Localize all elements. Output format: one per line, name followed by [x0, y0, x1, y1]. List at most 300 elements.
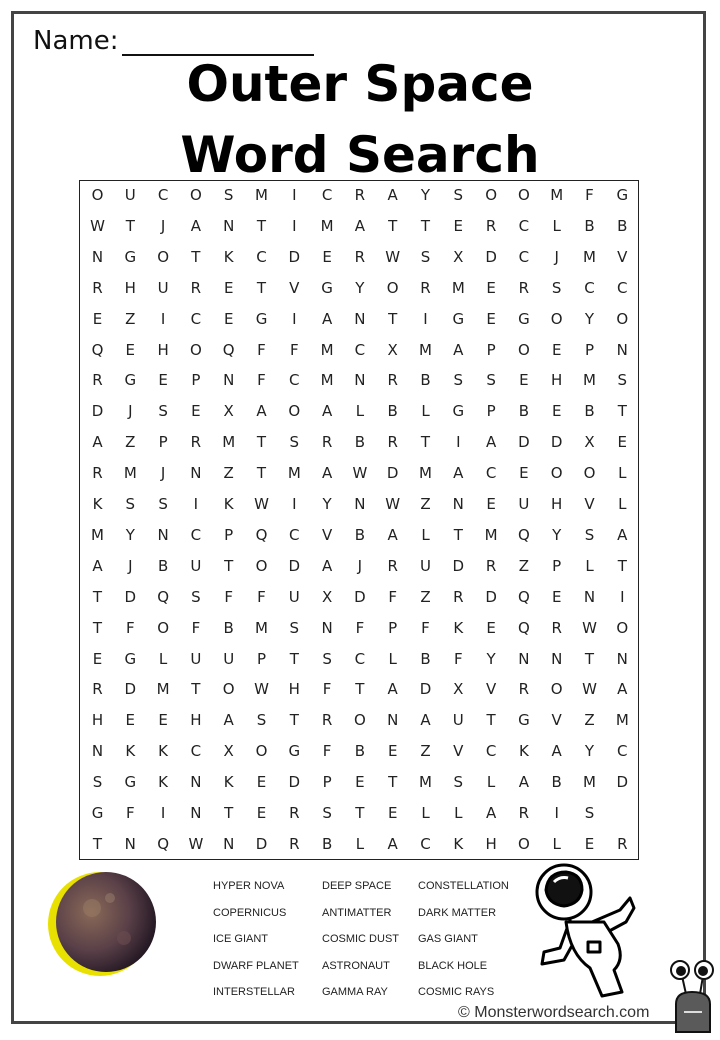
grid-letter[interactable]: A	[420, 711, 431, 730]
grid-letter[interactable]: R	[190, 433, 202, 452]
grid-letter[interactable]: Z	[518, 556, 530, 575]
grid-letter[interactable]: S	[322, 649, 332, 668]
grid-letter[interactable]: M	[419, 464, 432, 483]
grid-letter[interactable]: P	[322, 773, 332, 792]
grid-letter[interactable]: Z	[420, 742, 431, 761]
grid-letter[interactable]: N	[354, 309, 366, 328]
grid-letter[interactable]: W	[254, 680, 269, 699]
grid-letter[interactable]: E	[617, 433, 628, 452]
grid-letter[interactable]: L	[421, 525, 430, 544]
grid-letter[interactable]: T	[355, 804, 365, 822]
grid-letter[interactable]: L	[355, 402, 365, 421]
grid-letter[interactable]: N	[518, 649, 530, 668]
grid-letter[interactable]: S	[256, 711, 267, 730]
grid-letter[interactable]: S	[223, 186, 234, 204]
grid-letter[interactable]: N	[616, 649, 628, 668]
grid-letter[interactable]: T	[486, 711, 496, 730]
grid-letter[interactable]: M	[583, 371, 596, 390]
grid-letter[interactable]: A	[190, 216, 202, 235]
grid-letter[interactable]: I	[292, 216, 297, 235]
grid-letter[interactable]: A	[453, 464, 464, 483]
grid-letter[interactable]: T	[191, 247, 201, 266]
grid-letter[interactable]: G	[616, 186, 629, 204]
grid-letter[interactable]: B	[354, 433, 366, 452]
grid-letter[interactable]: G	[518, 711, 530, 730]
grid-letter[interactable]: C	[190, 309, 202, 328]
grid-letter[interactable]: K	[453, 834, 464, 853]
grid-letter[interactable]: R	[387, 371, 398, 390]
grid-letter[interactable]: T	[584, 649, 595, 668]
grid-letter[interactable]: K	[125, 742, 136, 761]
grid-letter[interactable]: T	[289, 711, 299, 730]
grid-letter[interactable]: P	[388, 618, 398, 637]
grid-letter[interactable]: P	[158, 433, 168, 452]
grid-letter[interactable]: Y	[584, 742, 595, 761]
grid-letter[interactable]: M	[419, 773, 432, 792]
grid-letter[interactable]: N	[321, 618, 333, 637]
grid-letter[interactable]: L	[421, 402, 430, 421]
grid-letter[interactable]: A	[617, 680, 628, 699]
grid-letter[interactable]: A	[518, 773, 530, 792]
grid-letter[interactable]: T	[256, 216, 267, 235]
grid-letter[interactable]: L	[552, 834, 561, 853]
grid-letter[interactable]: G	[91, 804, 104, 822]
grid-letter[interactable]: L	[158, 649, 168, 668]
grid-letter[interactable]: D	[124, 680, 137, 699]
grid-letter[interactable]: T	[453, 525, 463, 544]
grid-letter[interactable]: X	[453, 680, 464, 699]
grid-letter[interactable]: F	[388, 587, 397, 606]
grid-letter[interactable]: S	[617, 371, 628, 390]
grid-letter[interactable]: B	[584, 216, 595, 235]
grid-letter[interactable]: A	[92, 556, 103, 575]
grid-letter[interactable]: R	[92, 371, 103, 390]
grid-letter[interactable]: U	[452, 711, 464, 730]
grid-letter[interactable]: I	[554, 804, 559, 822]
grid-letter[interactable]: A	[617, 525, 628, 544]
grid-letter[interactable]: S	[92, 773, 103, 792]
grid-letter[interactable]: X	[453, 247, 464, 266]
grid-letter[interactable]: B	[387, 402, 398, 421]
grid-letter[interactable]: E	[223, 309, 234, 328]
grid-letter[interactable]: F	[355, 618, 365, 637]
grid-letter[interactable]: T	[256, 433, 267, 452]
grid-letter[interactable]: B	[157, 556, 169, 575]
grid-letter[interactable]: W	[254, 495, 269, 513]
grid-letter[interactable]: E	[453, 216, 464, 235]
grid-letter[interactable]: P	[552, 556, 562, 575]
grid-letter[interactable]: J	[160, 464, 166, 483]
grid-letter[interactable]: F	[453, 649, 463, 668]
grid-letter[interactable]: U	[288, 587, 300, 606]
grid-letter[interactable]: W	[188, 834, 204, 853]
grid-letter[interactable]: G	[452, 402, 465, 421]
grid-letter[interactable]: P	[486, 402, 496, 421]
grid-letter[interactable]: M	[255, 186, 268, 204]
grid-letter[interactable]: A	[321, 402, 333, 421]
grid-letter[interactable]: U	[518, 495, 530, 513]
grid-letter[interactable]: R	[485, 216, 497, 235]
grid-letter[interactable]: O	[353, 711, 366, 730]
grid-letter[interactable]: E	[158, 711, 168, 730]
grid-letter[interactable]: A	[256, 402, 267, 421]
grid-letter[interactable]: Y	[584, 309, 595, 328]
grid-letter[interactable]: O	[157, 247, 169, 266]
grid-letter[interactable]: P	[486, 340, 496, 359]
grid-letter[interactable]: F	[125, 804, 135, 822]
grid-letter[interactable]: R	[551, 618, 562, 637]
grid-letter[interactable]: O	[189, 340, 202, 359]
grid-letter[interactable]: C	[157, 186, 169, 204]
grid-letter[interactable]: C	[256, 247, 267, 266]
grid-letter[interactable]: E	[256, 804, 267, 822]
grid-letter[interactable]: O	[550, 680, 563, 699]
grid-letter[interactable]: J	[554, 247, 559, 266]
grid-letter[interactable]: W	[385, 247, 401, 266]
grid-letter[interactable]: S	[453, 371, 464, 390]
grid-letter[interactable]: G	[255, 309, 268, 328]
grid-letter[interactable]: V	[551, 711, 562, 730]
grid-letter[interactable]: M	[320, 216, 334, 235]
grid-letter[interactable]: S	[584, 525, 595, 544]
grid-letter[interactable]: G	[124, 649, 137, 668]
grid-letter[interactable]: H	[288, 680, 300, 699]
grid-letter[interactable]: C	[289, 525, 300, 544]
grid-letter[interactable]: R	[92, 680, 103, 699]
grid-letter[interactable]: J	[160, 216, 166, 235]
grid-letter[interactable]: W	[385, 495, 401, 513]
grid-letter[interactable]: R	[92, 278, 103, 297]
grid-letter[interactable]: E	[519, 371, 529, 390]
grid-letter[interactable]: R	[190, 278, 202, 297]
grid-letter[interactable]: A	[321, 464, 333, 483]
grid-letter[interactable]: U	[124, 186, 136, 204]
grid-letter[interactable]: K	[453, 618, 464, 637]
grid-letter[interactable]: D	[616, 773, 629, 792]
grid-letter[interactable]: X	[387, 340, 398, 359]
grid-letter[interactable]: R	[387, 433, 398, 452]
grid-letter[interactable]: S	[420, 247, 431, 266]
grid-letter[interactable]: O	[485, 186, 497, 204]
grid-letter[interactable]: C	[518, 247, 530, 266]
grid-letter[interactable]: E	[355, 773, 365, 792]
grid-letter[interactable]: C	[420, 834, 431, 853]
grid-letter[interactable]: R	[387, 556, 398, 575]
grid-letter[interactable]: I	[160, 309, 166, 328]
grid-letter[interactable]: N	[190, 773, 202, 792]
grid-letter[interactable]: Z	[420, 587, 431, 606]
grid-letter[interactable]: R	[289, 834, 300, 853]
grid-letter[interactable]: S	[322, 804, 332, 822]
grid-letter[interactable]: L	[486, 773, 496, 792]
grid-letter[interactable]: S	[453, 773, 464, 792]
grid-letter[interactable]: X	[223, 742, 234, 761]
grid-letter[interactable]: J	[128, 556, 133, 575]
grid-letter[interactable]: Q	[255, 525, 268, 544]
grid-letter[interactable]: M	[484, 525, 498, 544]
grid-letter[interactable]: K	[518, 742, 529, 761]
grid-letter[interactable]: L	[618, 495, 627, 513]
grid-letter[interactable]: Y	[486, 649, 496, 668]
grid-letter[interactable]: U	[157, 278, 169, 297]
grid-letter[interactable]: N	[583, 587, 596, 606]
grid-letter[interactable]: M	[320, 340, 334, 359]
grid-letter[interactable]: X	[223, 402, 234, 421]
grid-letter[interactable]: B	[223, 618, 234, 637]
grid-letter[interactable]: A	[387, 525, 398, 544]
name-blank-line[interactable]	[122, 30, 314, 56]
grid-letter[interactable]: P	[191, 371, 201, 390]
grid-letter[interactable]: Q	[222, 340, 235, 359]
grid-letter[interactable]: S	[289, 433, 300, 452]
grid-letter[interactable]: F	[421, 618, 430, 637]
grid-letter[interactable]: K	[223, 247, 234, 266]
grid-letter[interactable]: K	[158, 742, 169, 761]
grid-letter[interactable]: B	[584, 402, 595, 421]
grid-letter[interactable]: L	[454, 804, 463, 822]
grid-letter[interactable]: Y	[552, 525, 562, 544]
grid-letter[interactable]: E	[486, 495, 496, 513]
grid-letter[interactable]: M	[583, 773, 596, 792]
grid-letter[interactable]: A	[551, 742, 562, 761]
grid-letter[interactable]: A	[321, 556, 333, 575]
grid-letter[interactable]: A	[387, 680, 398, 699]
grid-letter[interactable]: E	[551, 340, 562, 359]
grid-letter[interactable]: E	[223, 278, 234, 297]
grid-letter[interactable]: C	[321, 186, 333, 204]
grid-letter[interactable]: O	[616, 618, 629, 637]
grid-letter[interactable]: D	[452, 556, 465, 575]
grid-letter[interactable]: C	[485, 742, 497, 761]
grid-letter[interactable]: C	[190, 742, 202, 761]
grid-letter[interactable]: M	[156, 680, 170, 699]
grid-letter[interactable]: N	[157, 525, 169, 544]
grid-letter[interactable]: T	[125, 216, 135, 235]
grid-letter[interactable]: M	[287, 464, 301, 483]
grid-letter[interactable]: Q	[517, 525, 530, 544]
grid-letter[interactable]: T	[92, 618, 103, 637]
grid-letter[interactable]: N	[190, 804, 202, 822]
grid-letter[interactable]: V	[289, 278, 300, 297]
grid-letter[interactable]: I	[160, 804, 166, 822]
grid-letter[interactable]: F	[322, 742, 332, 761]
grid-letter[interactable]: A	[485, 433, 497, 452]
grid-letter[interactable]: E	[551, 402, 562, 421]
grid-letter[interactable]: H	[124, 278, 136, 297]
grid-letter[interactable]: V	[485, 680, 497, 699]
grid-letter[interactable]: A	[453, 340, 464, 359]
grid-letter[interactable]: C	[354, 340, 366, 359]
grid-letter[interactable]: Y	[322, 495, 332, 513]
grid-letter[interactable]: A	[387, 186, 398, 204]
grid-letter[interactable]: O	[550, 464, 563, 483]
grid-letter[interactable]: C	[485, 464, 497, 483]
grid-letter[interactable]: I	[292, 495, 297, 513]
grid-letter[interactable]: T	[92, 587, 103, 606]
grid-letter[interactable]: B	[551, 773, 562, 792]
grid-letter[interactable]: Z	[223, 464, 234, 483]
grid-letter[interactable]: A	[92, 433, 103, 452]
grid-letter[interactable]: K	[92, 495, 103, 513]
grid-letter[interactable]: D	[354, 587, 366, 606]
grid-letter[interactable]: Z	[420, 495, 431, 513]
grid-letter[interactable]: D	[288, 773, 301, 792]
grid-letter[interactable]: C	[289, 371, 300, 390]
grid-letter[interactable]: Y	[420, 186, 431, 204]
grid-letter[interactable]: N	[452, 495, 464, 513]
grid-letter[interactable]: R	[518, 804, 530, 822]
grid-letter[interactable]: D	[518, 433, 530, 452]
grid-letter[interactable]: D	[485, 247, 497, 266]
grid-letter[interactable]: S	[191, 587, 201, 606]
grid-letter[interactable]: A	[223, 711, 234, 730]
grid-letter[interactable]: T	[355, 680, 365, 699]
grid-letter[interactable]: M	[222, 433, 236, 452]
grid-letter[interactable]: N	[616, 340, 628, 359]
grid-letter[interactable]: E	[92, 649, 103, 668]
grid-letter[interactable]: R	[92, 464, 103, 483]
grid-letter[interactable]: I	[456, 433, 461, 452]
grid-letter[interactable]: S	[584, 804, 595, 822]
grid-letter[interactable]: U	[223, 649, 235, 668]
grid-letter[interactable]: O	[288, 402, 301, 421]
grid-letter[interactable]: T	[617, 402, 627, 421]
grid-letter[interactable]: G	[124, 371, 137, 390]
grid-letter[interactable]: L	[355, 834, 365, 853]
grid-letter[interactable]: T	[388, 773, 398, 792]
grid-letter[interactable]: S	[453, 186, 464, 204]
grid-letter[interactable]: G	[321, 278, 333, 297]
grid-letter[interactable]: R	[518, 680, 530, 699]
grid-letter[interactable]: S	[125, 495, 136, 513]
grid-letter[interactable]: O	[517, 186, 530, 204]
grid-letter[interactable]: L	[421, 804, 430, 822]
grid-letter[interactable]: U	[190, 556, 202, 575]
grid-letter[interactable]: T	[420, 433, 431, 452]
grid-letter[interactable]: I	[620, 587, 625, 606]
grid-letter[interactable]: E	[584, 834, 595, 853]
grid-letter[interactable]: E	[486, 618, 496, 637]
grid-letter[interactable]: G	[124, 773, 137, 792]
grid-letter[interactable]: I	[292, 186, 297, 204]
grid-letter[interactable]: N	[551, 649, 563, 668]
grid-letter[interactable]: I	[193, 495, 199, 513]
grid-letter[interactable]: O	[386, 278, 399, 297]
grid-letter[interactable]: O	[222, 680, 235, 699]
grid-letter[interactable]: W	[90, 216, 105, 235]
grid-letter[interactable]: N	[354, 495, 366, 513]
grid-letter[interactable]: O	[550, 309, 563, 328]
grid-letter[interactable]: E	[486, 278, 496, 297]
grid-letter[interactable]: W	[582, 680, 597, 699]
grid-letter[interactable]: D	[419, 680, 432, 699]
grid-letter[interactable]: O	[616, 309, 629, 328]
grid-letter[interactable]: N	[91, 247, 104, 266]
grid-letter[interactable]: J	[357, 556, 363, 575]
grid-letter[interactable]: O	[583, 464, 596, 483]
grid-letter[interactable]: P	[584, 340, 595, 359]
grid-letter[interactable]: D	[485, 587, 497, 606]
grid-letter[interactable]: A	[354, 216, 366, 235]
grid-letter[interactable]: Z	[125, 433, 136, 452]
grid-letter[interactable]: E	[256, 773, 267, 792]
grid-letter[interactable]: N	[354, 371, 366, 390]
grid-letter[interactable]: E	[191, 402, 201, 421]
grid-letter[interactable]: M	[583, 247, 596, 266]
grid-letter[interactable]: V	[617, 247, 628, 266]
grid-letter[interactable]: D	[288, 556, 301, 575]
grid-letter[interactable]: O	[255, 556, 268, 575]
grid-letter[interactable]: M	[123, 464, 137, 483]
grid-letter[interactable]: S	[289, 618, 300, 637]
grid-letter[interactable]: T	[224, 804, 234, 822]
grid-letter[interactable]: U	[420, 556, 431, 575]
grid-letter[interactable]: F	[125, 618, 135, 637]
grid-letter[interactable]: E	[125, 340, 136, 359]
grid-letter[interactable]: K	[223, 773, 234, 792]
grid-letter[interactable]: G	[452, 309, 465, 328]
grid-letter[interactable]: T	[420, 216, 431, 235]
grid-letter[interactable]: Z	[125, 309, 136, 328]
grid-letter[interactable]: E	[486, 309, 496, 328]
grid-letter[interactable]: R	[518, 278, 530, 297]
grid-letter[interactable]: O	[517, 834, 530, 853]
grid-letter[interactable]: L	[618, 464, 627, 483]
grid-letter[interactable]: B	[354, 525, 366, 544]
grid-letter[interactable]: R	[289, 804, 300, 822]
grid-letter[interactable]: M	[550, 186, 564, 204]
grid-letter[interactable]: I	[292, 309, 297, 328]
grid-letter[interactable]: E	[125, 711, 136, 730]
grid-letter[interactable]: T	[256, 464, 267, 483]
grid-letter[interactable]: A	[321, 309, 333, 328]
grid-letter[interactable]: O	[189, 186, 202, 204]
grid-letter[interactable]: M	[320, 371, 334, 390]
grid-letter[interactable]: M	[451, 278, 465, 297]
grid-letter[interactable]: N	[190, 464, 202, 483]
grid-letter[interactable]: W	[352, 464, 368, 483]
grid-letter[interactable]: F	[257, 371, 266, 390]
grid-letter[interactable]: S	[158, 402, 168, 421]
grid-letter[interactable]: R	[321, 433, 333, 452]
grid-letter[interactable]: O	[91, 186, 104, 204]
grid-letter[interactable]: F	[257, 340, 266, 359]
grid-letter[interactable]: B	[617, 216, 628, 235]
grid-letter[interactable]: Q	[91, 340, 104, 359]
grid-letter[interactable]: C	[617, 278, 628, 297]
grid-letter[interactable]: D	[91, 402, 104, 421]
grid-letter[interactable]: E	[551, 587, 562, 606]
grid-letter[interactable]: B	[321, 834, 333, 853]
grid-letter[interactable]: S	[551, 278, 562, 297]
grid-letter[interactable]: H	[551, 371, 563, 390]
grid-letter[interactable]: F	[191, 618, 201, 637]
grid-letter[interactable]: N	[91, 742, 104, 761]
grid-letter[interactable]: P	[224, 525, 234, 544]
grid-letter[interactable]: R	[485, 556, 497, 575]
grid-letter[interactable]: T	[191, 680, 201, 699]
grid-letter[interactable]: A	[485, 804, 497, 822]
grid-letter[interactable]: Q	[517, 618, 530, 637]
grid-letter[interactable]: H	[157, 340, 169, 359]
grid-letter[interactable]: R	[321, 711, 333, 730]
grid-letter[interactable]: M	[615, 711, 629, 730]
grid-letter[interactable]: S	[486, 371, 496, 390]
grid-letter[interactable]: E	[387, 742, 398, 761]
grid-letter[interactable]: R	[453, 587, 464, 606]
grid-letter[interactable]: P	[256, 649, 267, 668]
grid-letter[interactable]: T	[92, 834, 103, 853]
